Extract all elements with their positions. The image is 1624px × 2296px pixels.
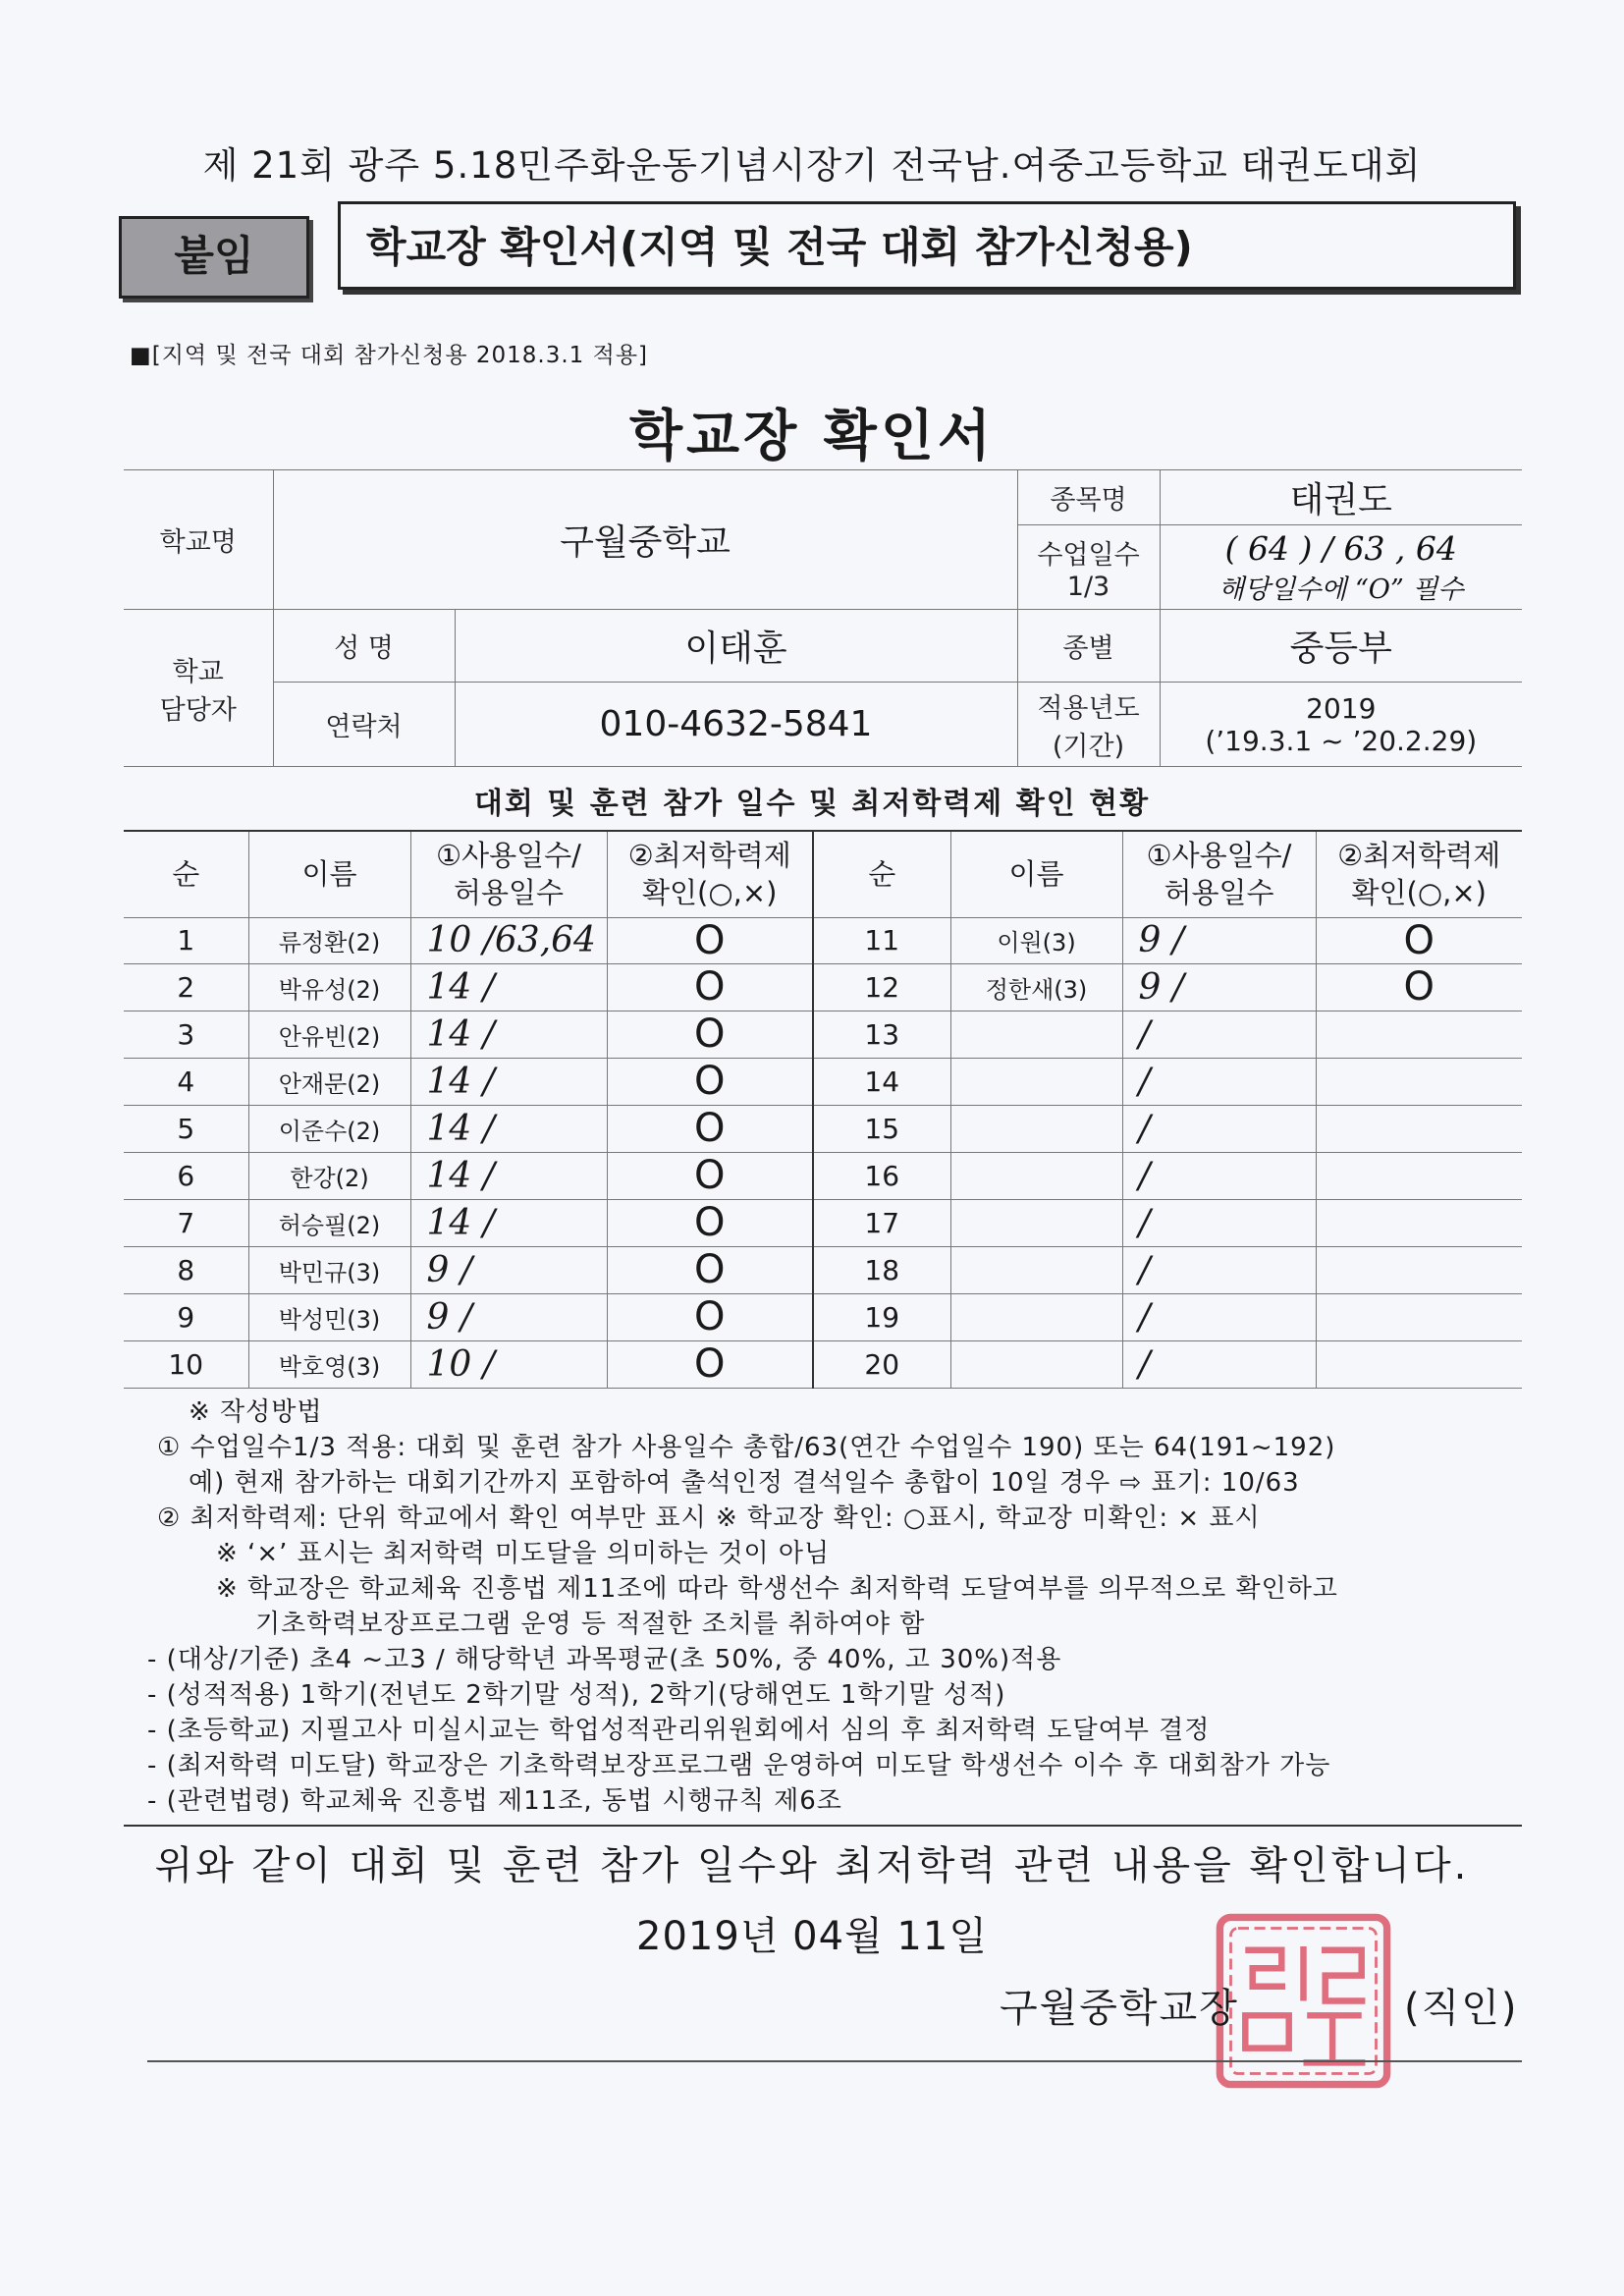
row-number: 17 (813, 1199, 950, 1246)
academic-check-mark: O (607, 1152, 813, 1199)
table-row (124, 1199, 1522, 1246)
academic-check-mark (1316, 1340, 1522, 1388)
academic-check-mark: O (607, 1058, 813, 1105)
school-name-label: 학교명 (124, 470, 273, 610)
row-number: 2 (124, 963, 248, 1011)
table-row (124, 1293, 1522, 1340)
table-row (124, 1246, 1522, 1293)
row-number: 3 (124, 1011, 248, 1058)
student-name: 박민규(3) (248, 1246, 410, 1293)
year-label-line2: (기간) (1052, 731, 1125, 762)
header-no: 순 (813, 831, 950, 917)
closing-statement: 위와 같이 대회 및 훈련 참가 일수와 최저학력 관련 내용을 확인합니다. (154, 1843, 1470, 1888)
principal-signature: 구월중학교장 (1000, 1986, 1239, 2031)
student-name: 박호영(3) (248, 1340, 410, 1388)
academic-check-mark (1316, 1293, 1522, 1340)
event-title: 제 21회 광주 5.18민주화운동기념시장기 전국남.여중고등학교 태권도대회 (202, 144, 1422, 187)
header-days-line1: ①사용일수/ (436, 839, 581, 873)
days-used: 14 / (410, 1058, 607, 1105)
header-no: 순 (124, 831, 248, 917)
class-days-value: ( 64 ) / 63 , 64 (1224, 528, 1457, 568)
academic-check-mark: O (607, 1293, 813, 1340)
manager-label (124, 610, 273, 767)
table-row (124, 1340, 1522, 1388)
header-check-line2: 확인(○,×) (1351, 876, 1487, 910)
row-number: 7 (124, 1199, 248, 1246)
days-used: 14 / (410, 1152, 607, 1199)
row-number: 14 (813, 1058, 950, 1105)
student-name (950, 1105, 1122, 1152)
year-label (1017, 683, 1160, 767)
row-number: 18 (813, 1246, 950, 1293)
row-number: 19 (813, 1293, 950, 1340)
method-line: 예) 현재 참가하는 대회기간까지 포함하여 출석인정 결석일수 총합이 10일 경우 ⇨ 표기: 10/63 (189, 1468, 1300, 1498)
days-used: / (1122, 1293, 1316, 1340)
row-number: 8 (124, 1246, 248, 1293)
year-cell (1160, 683, 1522, 767)
row-number: 6 (124, 1152, 248, 1199)
manager-label-line2: 담당자 (159, 694, 237, 726)
days-used: / (1122, 1152, 1316, 1199)
academic-check-mark: O (607, 1340, 813, 1388)
class-days-label-line2: 1/3 (1066, 571, 1110, 602)
header-check (1316, 831, 1522, 917)
days-used: / (1122, 1199, 1316, 1246)
method-line: 기초학력보장프로그램 운영 등 적절한 조치를 취하여야 함 (255, 1610, 926, 1639)
student-name: 이원(3) (950, 917, 1122, 963)
academic-check-mark: O (607, 1246, 813, 1293)
manager-name: 이태훈 (455, 610, 1017, 683)
days-used: 14 / (410, 1105, 607, 1152)
roster-header-row (124, 831, 1522, 917)
official-seal-stamp (1213, 1910, 1394, 2092)
document-title: 학교장 확인서 (628, 405, 996, 468)
days-used: / (1122, 1105, 1316, 1152)
student-name (950, 1246, 1122, 1293)
header-check-line2: 확인(○,×) (642, 876, 778, 910)
academic-check-mark: O (607, 1011, 813, 1058)
table-row (124, 1105, 1522, 1152)
student-name (950, 1293, 1122, 1340)
contact-value: 010-4632-5841 (455, 683, 1017, 767)
header-days-line2: 허용일수 (1164, 876, 1274, 910)
header-check-line1: ②최저학력제 (1337, 839, 1501, 873)
table-row (124, 963, 1522, 1011)
table-row (124, 917, 1522, 963)
row-number: 12 (813, 963, 950, 1011)
student-name: 류정환(2) (248, 917, 410, 963)
days-used: 9 / (1122, 917, 1316, 963)
table-row (124, 1011, 1522, 1058)
student-name: 정한새(3) (950, 963, 1122, 1011)
divider (147, 2060, 1522, 2062)
method-line: ② 최저학력제: 단위 학교에서 확인 여부만 표시 ※ 학교장 확인: ○표시, 학교장 미확인: × 표시 (157, 1503, 1261, 1533)
contact-label: 연락처 (273, 683, 455, 767)
row-number: 20 (813, 1340, 950, 1388)
method-line: - (관련법령) 학교체육 진흥법 제11조, 동법 시행규칙 제6조 (147, 1786, 842, 1816)
student-name: 안재문(2) (248, 1058, 410, 1105)
period-value: (’19.3.1 ~ ’20.2.29) (1205, 724, 1478, 757)
academic-check-mark: O (1316, 963, 1522, 1011)
application-note: ■[지역 및 전국 대회 참가신청용 2018.3.1 적용] (130, 343, 649, 368)
class-days-cell (1160, 525, 1522, 610)
student-name (950, 1058, 1122, 1105)
method-line: ※ 학교장은 학교체육 진흥법 제11조에 따라 학생선수 최저학력 도달여부를 의무적으로 확인하고 (216, 1574, 1338, 1604)
row-number: 11 (813, 917, 950, 963)
student-name: 박유성(2) (248, 963, 410, 1011)
year-label-line1: 적용년도 (1037, 692, 1140, 724)
method-line: ① 수업일수1/3 적용: 대회 및 훈련 참가 사용일수 총합/63(연간 수업일수 190) 또는 64(191~192) (157, 1433, 1336, 1462)
days-used: / (1122, 1246, 1316, 1293)
header-name: 이름 (248, 831, 410, 917)
category-label: 종별 (1017, 610, 1160, 683)
row-number: 5 (124, 1105, 248, 1152)
days-used: 10 / (410, 1340, 607, 1388)
sport-label: 종목명 (1017, 470, 1160, 525)
name-label: 성 명 (273, 610, 455, 683)
class-days-label-line1: 수업일수 (1037, 539, 1140, 571)
academic-check-mark (1316, 1105, 1522, 1152)
header-days-line1: ①사용일수/ (1146, 839, 1292, 873)
academic-check-mark: O (607, 1105, 813, 1152)
header-name: 이름 (950, 831, 1122, 917)
days-used: 9 / (410, 1293, 607, 1340)
class-days-label (1017, 525, 1160, 610)
method-line: ※ 작성방법 (189, 1397, 323, 1427)
method-notes (147, 1394, 1532, 1819)
attachment-badge: 붙임 (119, 216, 309, 299)
academic-check-mark: O (1316, 917, 1522, 963)
roster-body (124, 917, 1522, 1388)
student-name: 박성민(3) (248, 1293, 410, 1340)
days-used: / (1122, 1011, 1316, 1058)
academic-check-mark (1316, 1011, 1522, 1058)
document-date: 2019년 04월 11일 (636, 1914, 988, 1959)
year-value: 2019 (1306, 691, 1377, 725)
header-title: 학교장 확인서(지역 및 전국 대회 참가신청용) (366, 223, 1193, 271)
method-line: ※ ‘×’ 표시는 최저학력 미도달을 의미하는 것이 아님 (216, 1539, 831, 1568)
roster-table (124, 830, 1522, 1389)
days-used: 14 / (410, 963, 607, 1011)
divider (124, 1825, 1522, 1827)
header-days (410, 831, 607, 917)
section-heading: 대회 및 훈련 참가 일수 및 최저학력제 확인 현황 (473, 787, 1151, 821)
academic-check-mark (1316, 1058, 1522, 1105)
student-name: 이준수(2) (248, 1105, 410, 1152)
header-check (607, 831, 813, 917)
academic-check-mark: O (607, 963, 813, 1011)
student-name: 한강(2) (248, 1152, 410, 1199)
academic-check-mark (1316, 1199, 1522, 1246)
school-info-table (124, 469, 1522, 767)
table-row (124, 1058, 1522, 1105)
header-title-box (338, 201, 1516, 290)
academic-check-mark: O (607, 917, 813, 963)
header-days (1122, 831, 1316, 917)
seal-note: (직인) (1404, 1986, 1519, 2031)
category-value: 중등부 (1160, 610, 1522, 683)
row-number: 15 (813, 1105, 950, 1152)
academic-check-mark: O (607, 1199, 813, 1246)
sport-value: 태권도 (1160, 470, 1522, 525)
days-used: 14 / (410, 1011, 607, 1058)
row-number: 9 (124, 1293, 248, 1340)
days-used: 9 / (410, 1246, 607, 1293)
days-used: 10 /63,64 (410, 917, 607, 963)
days-used: 9 / (1122, 963, 1316, 1011)
manager-label-line1: 학교 (172, 656, 224, 687)
row-number: 1 (124, 917, 248, 963)
row-number: 10 (124, 1340, 248, 1388)
days-used: 14 / (410, 1199, 607, 1246)
method-line: - (초등학교) 지필고사 미실시교는 학업성적관리위원회에서 심의 후 최저학력 도달여부 결정 (147, 1716, 1211, 1745)
row-number: 13 (813, 1011, 950, 1058)
method-line: - (대상/기준) 초4 ~고3 / 해당학년 과목평균(초 50%, 중 40%, 고 30%)적용 (147, 1645, 1062, 1674)
class-days-note: 해당일수에 “O” 필수 (1218, 574, 1464, 605)
table-row (124, 1152, 1522, 1199)
school-name-value: 구월중학교 (273, 470, 1017, 610)
student-name (950, 1011, 1122, 1058)
student-name (950, 1199, 1122, 1246)
academic-check-mark (1316, 1152, 1522, 1199)
days-used: / (1122, 1340, 1316, 1388)
student-name: 안유빈(2) (248, 1011, 410, 1058)
student-name (950, 1340, 1122, 1388)
method-line: - (최저학력 미도달) 학교장은 기초학력보장프로그램 운영하여 미도달 학생선수 이수 후 대회참가 가능 (147, 1751, 1331, 1780)
student-name (950, 1152, 1122, 1199)
student-name: 허승필(2) (248, 1199, 410, 1246)
header-days-line2: 허용일수 (453, 876, 565, 910)
row-number: 4 (124, 1058, 248, 1105)
method-line: - (성적적용) 1학기(전년도 2학기말 성적), 2학기(당해연도 1학기말 성적) (147, 1680, 1006, 1710)
academic-check-mark (1316, 1246, 1522, 1293)
row-number: 16 (813, 1152, 950, 1199)
days-used: / (1122, 1058, 1316, 1105)
header-check-line1: ②최저학력제 (627, 839, 791, 873)
